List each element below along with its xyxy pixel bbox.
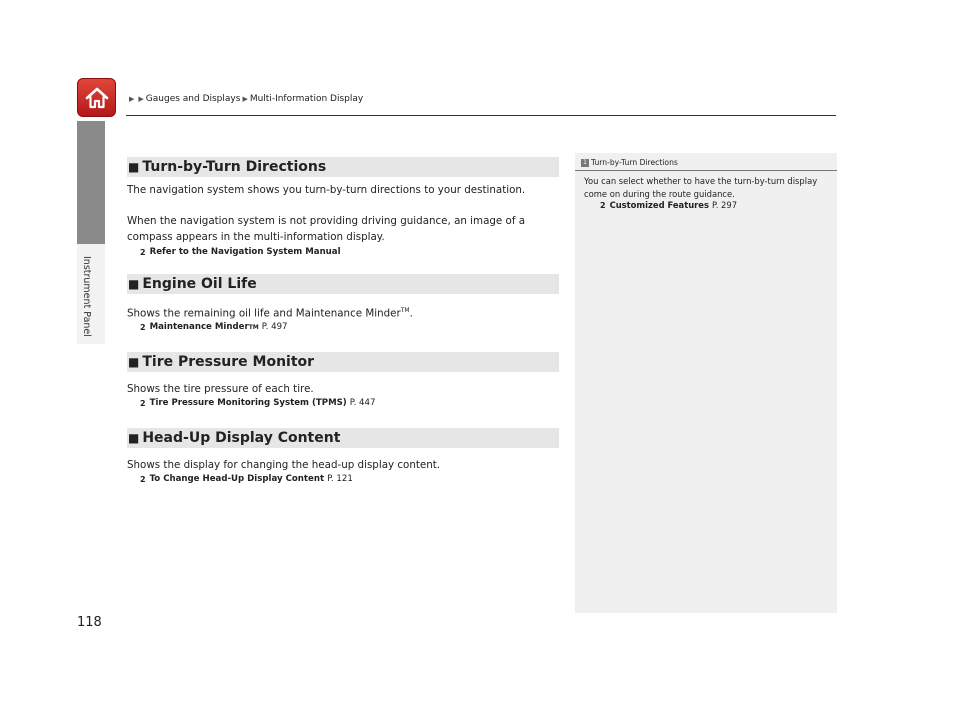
header-divider [126, 115, 836, 116]
side-note-title: 1 Turn-by-Turn Directions [581, 158, 678, 167]
breadcrumb-item-gauges[interactable]: Gauges and Displays [145, 94, 241, 104]
section-heading-tire-pressure: ■ Tire Pressure Monitor [127, 352, 559, 372]
section-marker-icon: ■ [128, 160, 140, 174]
section-heading-engine-oil-life: ■ Engine Oil Life [127, 274, 559, 294]
cross-reference-maintenance-minder[interactable]: 2 Maintenance Minder TM P. 497 [140, 322, 288, 333]
cross-reference-icon: 2 [140, 475, 146, 485]
side-note-text: You can select whether to have the turn-by-turn display come on during the route guidance. [584, 176, 818, 199]
paragraph: When the navigation system is not providing driving guidance, an image of a compass appears in the multi-information display. [127, 215, 526, 243]
note-number-icon: 1 [581, 159, 589, 167]
chapter-tab[interactable] [77, 121, 105, 244]
section-marker-icon: ■ [128, 277, 140, 291]
page-number: 118 [77, 615, 102, 630]
cross-reference-tpms[interactable]: 2 Tire Pressure Monitoring System (TPMS) P. 447 [140, 398, 376, 409]
cross-reference-icon: 2 [140, 248, 146, 257]
home-icon [83, 84, 111, 112]
paragraph: Shows the remaining oil life and Maintenance Minder™. [127, 307, 413, 320]
side-note-divider [575, 170, 837, 171]
breadcrumb-arrow-icon: ▶ [242, 95, 248, 103]
home-button[interactable] [77, 78, 116, 117]
main-content [127, 157, 559, 486]
breadcrumb-item-multi-info[interactable]: Multi-Information Display [249, 94, 364, 104]
cross-reference-customized-features[interactable]: 2 Customized Features P. 297 [600, 200, 738, 210]
breadcrumb-arrow-icon: ▶ [138, 95, 144, 103]
paragraph: Shows the tire pressure of each tire. [127, 383, 314, 396]
cross-reference-icon: 2 [140, 399, 146, 409]
breadcrumb [127, 94, 363, 104]
chapter-label: Instrument Panel [81, 256, 92, 337]
paragraph: The navigation system shows you turn-by-turn directions to your destination. [127, 184, 526, 196]
side-note-panel [575, 153, 837, 613]
cross-reference-icon: 2 [140, 323, 146, 333]
section-marker-icon: ■ [128, 355, 140, 370]
breadcrumb-arrow-icon: ▶ [129, 95, 135, 103]
section-heading-turn-by-turn: ■ Turn-by-Turn Directions [127, 157, 559, 177]
section-heading-head-up-display: ■ Head-Up Display Content [127, 428, 559, 448]
paragraph: Shows the display for changing the head-up display content. [127, 459, 441, 472]
cross-reference-icon: 2 [600, 200, 606, 210]
cross-reference-navigation-manual[interactable]: 2 Refer to the Navigation System Manual [140, 247, 341, 257]
section-marker-icon: ■ [128, 431, 140, 446]
cross-reference-head-up-display-content[interactable]: 2 To Change Head-Up Display Content P. 121 [140, 474, 353, 485]
